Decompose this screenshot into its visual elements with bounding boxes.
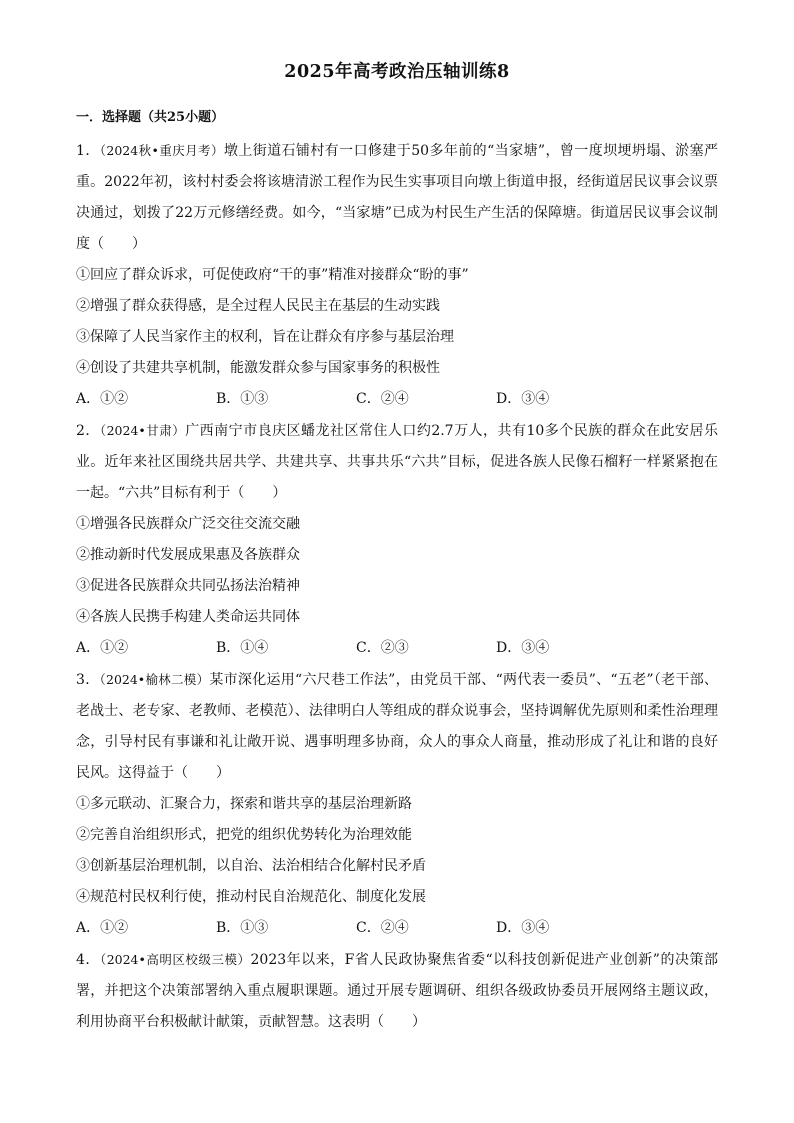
- choice-b: B．①③: [216, 920, 269, 936]
- choice-c: C．②④: [356, 920, 409, 936]
- choice-d: D．③④: [496, 920, 550, 936]
- choice-c: C．②④: [356, 391, 409, 407]
- answer-choices: [76, 913, 718, 944]
- choice-d: D．③④: [496, 391, 550, 407]
- question-text: 广西南宁市良庆区蟠龙社区常住人口约2.7万人，共有10多个民族的群众在此安居乐业。近年来社区围绕共居共学、共建共享、共事共乐“六共”目标，促进各族人民像石榴籽一样紧紧抱在一起。“六共”目标有利于（ ）: [76, 423, 718, 501]
- question-number: 3．: [76, 672, 100, 688]
- choice-b: B．①③: [216, 391, 269, 407]
- statement-option: ①回应了群众诉求，可促使政府“干的事”精准对接群众“盼的事”: [76, 267, 469, 283]
- statement-option: ①多元联动、汇聚合力，探索和谐共享的基层治理新路: [76, 796, 412, 812]
- page-title: 2025年高考政治压轴训练8: [284, 62, 510, 82]
- statement-option: ③保障了人民当家作主的权利，旨在让群众有序参与基层治理: [76, 329, 454, 345]
- question-stem: [76, 944, 718, 1038]
- question-4: [76, 944, 718, 1038]
- choice-c: C．②③: [356, 640, 409, 656]
- answer-choices: [76, 633, 718, 664]
- question-2: [76, 415, 718, 664]
- statement-option: ④规范村民权利行使，推动村民自治规范化、制度化发展: [76, 889, 426, 905]
- question-stem: [76, 415, 718, 509]
- question-source: （2024•甘肃）: [99, 423, 186, 438]
- statement-option: ④各族人民携手构建人类命运共同体: [76, 609, 300, 625]
- question-source: （2024•榆林二模）: [99, 672, 210, 687]
- statement-option: ②推动新时代发展成果惠及各族群众: [76, 547, 300, 563]
- question-text: 2023年以来，F省人民政协聚焦省委“以科技创新促进产业创新”的决策部署，并把这个决策部署纳入重点履职课题。通过开展专题调研、组织各级政协委员开展网络主题议政，利用协商平台积极献计献策，贡献智慧。这表明（ ）: [76, 952, 719, 1030]
- question-text: 某市深化运用“六尺巷工作法”，由党员干部、“两代表一委员”、“五老”（老干部、老战士、老专家、老教师、老模范）、法律明白人等组成的群众说事会，坚持调解优先原则和柔性治理理念，引导村民有事谦和礼让敞开说、遇事明理多协商，众人的事众人商量，推动形成了礼让和谐的良好民风。这得益于（ ）: [76, 672, 718, 781]
- question-1: [76, 135, 718, 415]
- section-heading: 一．选择题（共25小题）: [76, 110, 225, 125]
- answer-choices: [76, 384, 718, 415]
- choice-a: A．①②: [76, 920, 129, 936]
- question-number: 2．: [76, 423, 100, 439]
- question-source: （2024秋•重庆月考）: [99, 143, 224, 158]
- statement-option: ③创新基层治理机制，以自治、法治相结合化解村民矛盾: [76, 858, 426, 874]
- statement-option: ③促进各民族群众共同弘扬法治精神: [76, 578, 300, 594]
- statement-option: ②完善自治组织形式，把党的组织优势转化为治理效能: [76, 827, 412, 843]
- question-stem: [76, 135, 718, 260]
- choice-a: A．①②: [76, 640, 129, 656]
- question-stem: [76, 664, 718, 789]
- statement-option: ②增强了群众获得感，是全过程人民民主在基层的生动实践: [76, 298, 440, 314]
- choice-a: A．①②: [76, 391, 129, 407]
- question-text: 墩上街道石铺村有一口修建于50多年前的“当家塘”，曾一度坝埂坍塌、淤塞严重。2022年初，该村村委会将该塘清淤工程作为民生实事项目向墩上街道申报，经街道居民议事会议票决通过，划拨了22万元修缮经费。如今，“当家塘”已成为村民生产生活的保障塘。街道居民议事会议制度（ ）: [76, 143, 718, 252]
- choice-d: D．③④: [496, 640, 550, 656]
- question-number: 1．: [76, 143, 100, 159]
- question-3: [76, 664, 718, 944]
- question-number: 4．: [76, 952, 100, 968]
- question-source: （2024•高明区校级三模）: [99, 952, 251, 967]
- statement-option: ④创设了共建共享机制，能激发群众参与国家事务的积极性: [76, 360, 440, 376]
- choice-b: B．①④: [216, 640, 269, 656]
- statement-option: ①增强各民族群众广泛交往交流交融: [76, 516, 300, 532]
